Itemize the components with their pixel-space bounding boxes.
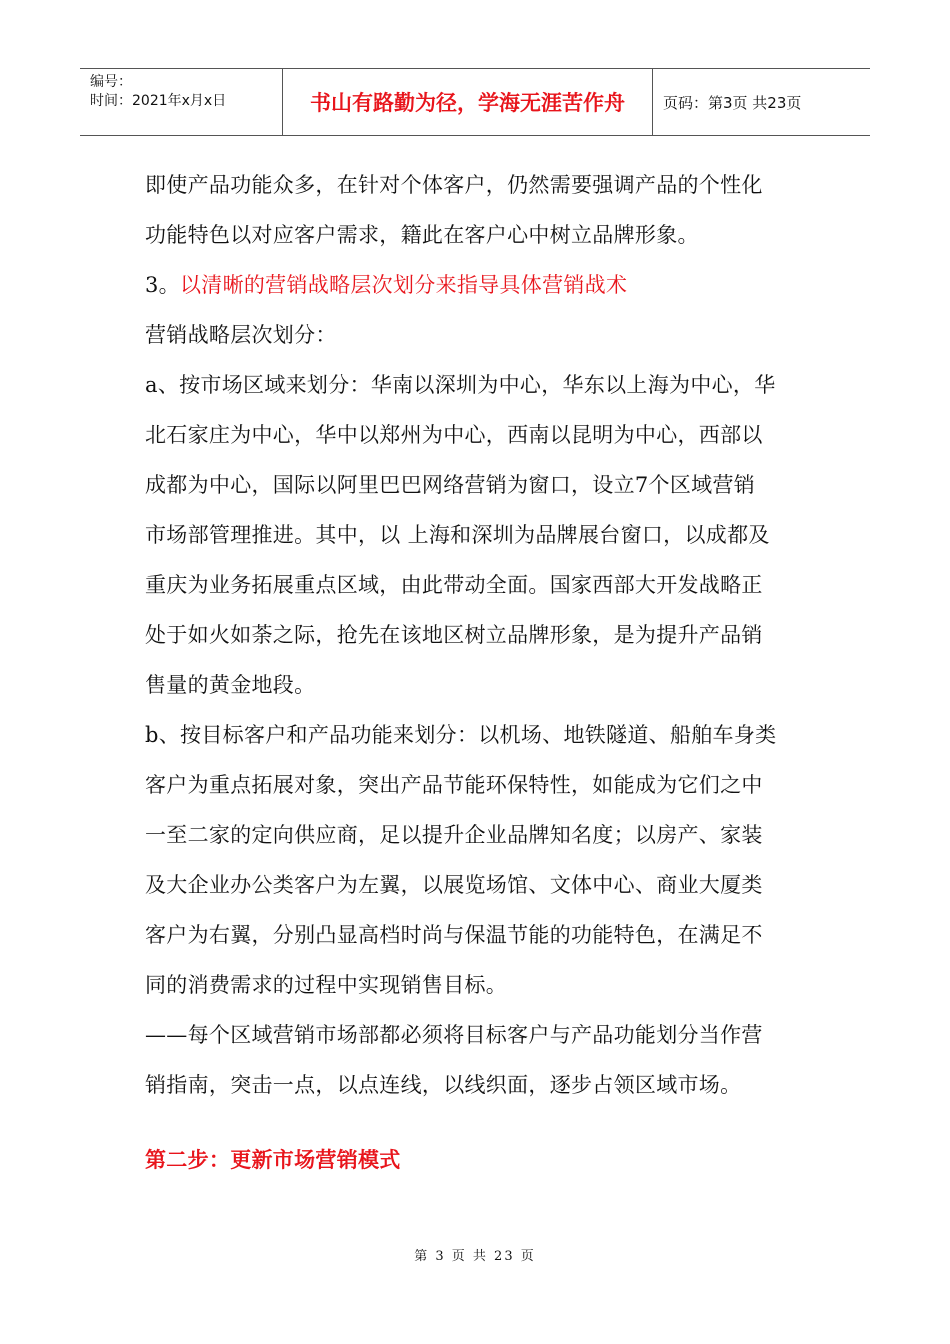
document-body <box>145 160 810 1185</box>
paragraph-line: 及大企业办公类客户为左翼，以展览场馆、文体中心、商业大厦类 <box>145 873 763 897</box>
paragraph-line: 功能特色以对应客户需求，籍此在客户心中树立品牌形象。 <box>145 223 699 247</box>
paragraph-line: ——每个区域营销市场部都必须将目标客户与产品功能划分当作营 <box>145 1023 763 1047</box>
item-3-heading <box>145 260 810 310</box>
paragraph-line: 成都为中心，国际以阿里巴巴网络营销为窗口，设立7个区域营销 <box>145 473 756 497</box>
paragraph-line: 销指南，突击一点，以点连线，以线织面，逐步占领区域市场。 <box>145 1073 742 1097</box>
paragraph-line: 一至二家的定向供应商，足以提升企业品牌知名度；以房产、家装 <box>145 823 763 847</box>
page-header <box>80 68 870 136</box>
paragraph-line: 客户为右翼，分别凸显高档时尚与保温节能的功能特色，在满足不 <box>145 923 763 947</box>
paragraph-line: b、按目标客户和产品功能来划分：以机场、地铁隧道、船舶车身类 <box>145 723 777 747</box>
paragraph-line: 北石家庄为中心，华中以郑州为中心，西南以昆明为中心，西部以 <box>145 423 763 447</box>
paragraph-line: 同的消费需求的过程中实现销售目标。 <box>145 973 508 997</box>
header-time-label: 时间：2021年x月x日 <box>90 93 227 109</box>
header-number-label: 编号： <box>90 74 132 90</box>
paragraph-line: 处于如火如荼之际，抢先在该地区树立品牌形象，是为提升产品销 <box>145 623 763 647</box>
section-heading-step2: 第二步：更新市场营销模式 <box>145 1148 401 1172</box>
paragraph-line: 即使产品功能众多，在针对个体客户，仍然需要强调产品的个性化 <box>145 173 763 197</box>
page-footer: 第 3 页 共 23 页 <box>414 1249 536 1264</box>
header-meta <box>80 69 283 135</box>
paragraph-line: 重庆为业务拓展重点区域，由此带动全面。国家西部大开发战略正 <box>145 573 763 597</box>
paragraph-line: 售量的黄金地段。 <box>145 673 316 697</box>
item-3-number: 3。 <box>145 273 180 297</box>
paragraph-line: 营销战略层次划分： <box>145 323 337 347</box>
paragraph-line: 客户为重点拓展对象，突出产品节能环保特性，如能成为它们之中 <box>145 773 763 797</box>
paragraph-line: a、按市场区域来划分：华南以深圳为中心，华东以上海为中心，华 <box>145 373 776 397</box>
header-motto: 书山有路勤为径，学海无涯苦作舟 <box>283 69 653 135</box>
item-3-title: 以清晰的营销战略层次划分来指导具体营销战术 <box>179 273 628 297</box>
header-page-info: 页码：第3页 共23页 <box>663 93 802 112</box>
paragraph-line: 市场部管理推进。其中，以 上海和深圳为品牌展台窗口，以成都及 <box>145 523 770 547</box>
